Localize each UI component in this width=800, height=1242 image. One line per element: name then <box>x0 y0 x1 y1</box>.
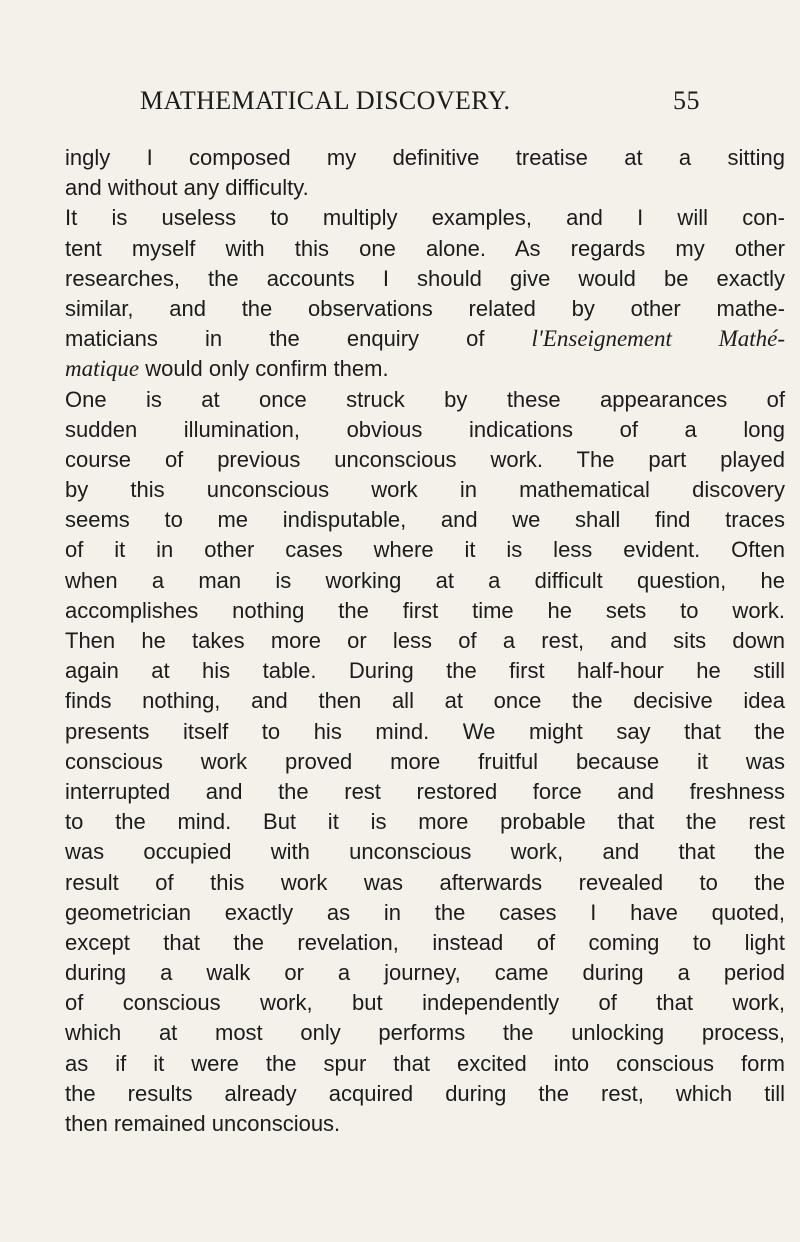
text-line: result of this work was afterwards revealed to the <box>65 869 785 895</box>
text-line: interrupted and the rest restored force and freshness <box>65 778 785 804</box>
text-line: ingly I composed my definitive treatise at a sitting <box>65 145 785 170</box>
text-line: Then he takes more or less of a rest, and sits down <box>65 628 785 653</box>
text-line: which at most only performs the unlocking process, <box>65 1020 785 1046</box>
text-line: and without any difficulty. <box>65 175 309 201</box>
text-line: as if it were the spur that excited into conscious form <box>65 1050 785 1076</box>
text-line: course of previous unconscious work. The part played <box>65 446 785 472</box>
text-line: of conscious work, but independently of that work, <box>65 990 785 1016</box>
running-title: MATHEMATICAL DISCOVERY. <box>140 86 511 115</box>
text-line: except that the revelation, instead of coming to light <box>65 929 785 955</box>
text-line: geometrician exactly as in the cases I have quoted, <box>65 899 785 925</box>
text-line: researches, the accounts I should give would be exactly <box>65 265 785 291</box>
text-line: by this unconscious work in mathematical discovery <box>65 477 785 503</box>
text-line: during a walk or a journey, came during a period <box>65 960 785 986</box>
running-head <box>140 86 700 130</box>
text-line: finds nothing, and then all at once the decisive idea <box>65 688 785 714</box>
text-line: was occupied with unconscious work, and that the <box>65 839 785 865</box>
text-line: then remained unconscious. <box>65 1111 341 1136</box>
text-line-with-italic <box>65 354 785 384</box>
text-line: presents itself to his mind. We might say that the <box>65 718 785 744</box>
text-fragment: would only confirm them. <box>145 356 389 382</box>
text-line-with-italic <box>65 324 785 354</box>
text-line: sudden illumination, obvious indications of a long <box>65 416 785 442</box>
italic-title: l'Enseignement Mathé- <box>531 326 785 352</box>
text-line: seems to me indisputable, and we shall find traces <box>65 507 785 533</box>
italic-title-continuation: matique <box>65 356 140 382</box>
text-line: again at his table. During the first half-hour he still <box>65 658 785 684</box>
page-number: 55 <box>673 86 700 115</box>
text-line: the results already acquired during the rest, which till <box>65 1080 785 1106</box>
text-fragment: maticians in the enquiry of <box>65 326 532 352</box>
text-line: One is at once struck by these appearances of <box>65 386 785 412</box>
body-text <box>65 143 785 1139</box>
text-line: accomplishes nothing the first time he sets to work. <box>65 597 785 623</box>
text-line: It is useless to multiply examples, and I will con- <box>65 205 785 231</box>
text-line: to the mind. But it is more probable that the rest <box>65 809 785 835</box>
text-line: of it in other cases where it is less evident. Often <box>65 537 785 563</box>
text-line: similar, and the observations related by other mathe- <box>65 295 785 321</box>
text-line: conscious work proved more fruitful because it was <box>65 748 785 774</box>
text-line: tent myself with this one alone. As regards my other <box>65 235 785 261</box>
text-line: when a man is working at a difficult question, he <box>65 567 785 593</box>
